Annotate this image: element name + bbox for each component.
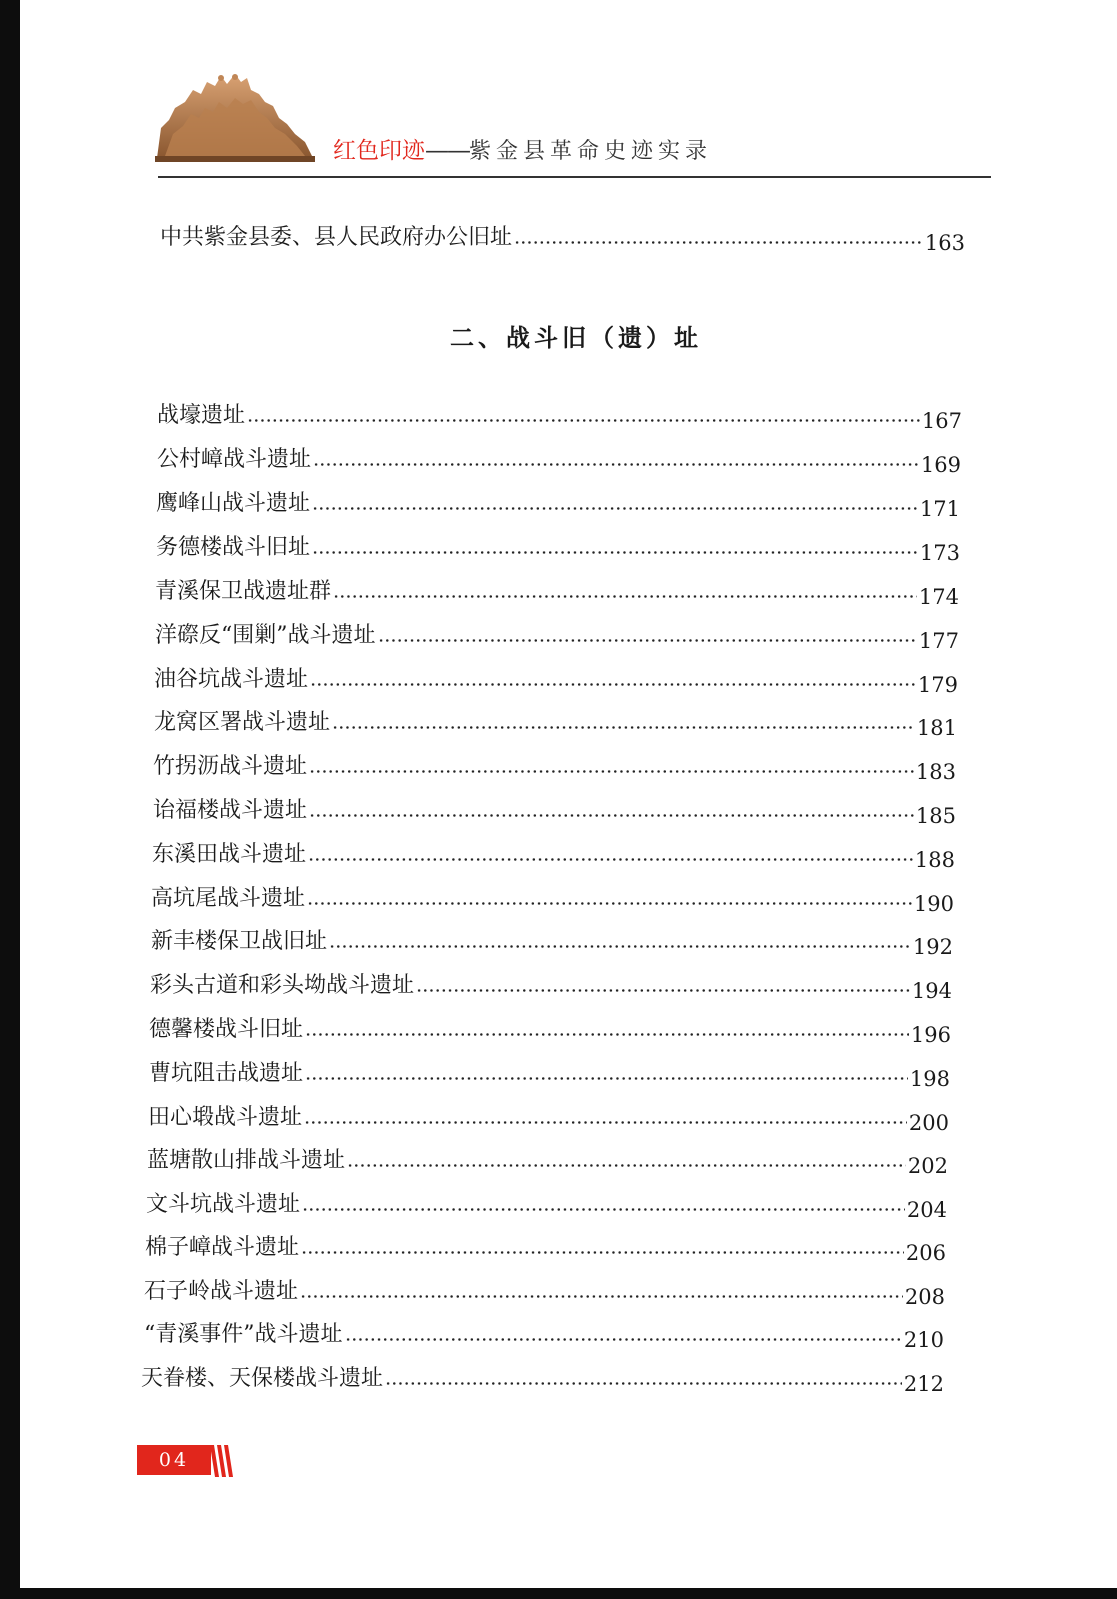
toc-entry-page: 194	[911, 979, 952, 1003]
toc-entry-title: 天眷楼、天保楼战斗遗址	[141, 1366, 384, 1391]
toc-leader-dots	[332, 726, 915, 729]
toc-entry-title: 公村嶂战斗遗址	[157, 447, 312, 472]
toc-entry-page: 174	[918, 585, 959, 609]
toc-entry	[156, 488, 960, 520]
toc-entry	[141, 1363, 944, 1395]
toc-leader-dots	[302, 1208, 905, 1211]
toc-entry-title: 青溪保卫战遗址群	[155, 579, 332, 604]
toc-leader-dots	[304, 1121, 907, 1124]
toc-entry	[154, 664, 958, 696]
toc-leader-dots	[310, 683, 916, 686]
stripes-icon	[210, 1445, 234, 1477]
header-divider	[158, 176, 991, 178]
toc-entry-title: 油谷坑战斗遗址	[154, 667, 309, 692]
toc-leader-dots	[247, 419, 920, 422]
toc-entry-title: 德馨楼战斗旧址	[149, 1017, 304, 1042]
toc-leader-dots	[307, 902, 912, 905]
toc-entry-page: 198	[909, 1067, 950, 1091]
toc-entry	[154, 707, 957, 739]
toc-leader-dots	[329, 945, 911, 948]
toc-entry-title: 彩头古道和彩头坳战斗遗址	[150, 973, 415, 998]
toc-entry	[151, 926, 953, 958]
toc-entry	[144, 1319, 944, 1351]
toc-leader-dots	[312, 507, 918, 510]
toc-entry	[160, 222, 965, 254]
toc-entry-page: 208	[904, 1285, 945, 1309]
toc-leader-dots	[385, 1382, 902, 1385]
toc-leader-dots	[312, 551, 918, 554]
toc-entry-title: 曹坑阻击战遗址	[149, 1061, 304, 1086]
toc-entry	[153, 795, 956, 827]
toc-entry	[148, 1102, 949, 1134]
toc-entry-page: 179	[917, 673, 958, 697]
scan-edge-left	[0, 0, 20, 1599]
running-header	[333, 135, 712, 167]
toc-entry-page: 204	[906, 1198, 947, 1222]
toc-entry-page: 200	[908, 1111, 949, 1135]
revolutionary-statue-icon	[155, 68, 315, 164]
toc-entry-page: 177	[918, 629, 959, 653]
toc-leader-dots	[305, 1033, 909, 1036]
page-number-badge: 04	[137, 1445, 211, 1475]
toc-entry-page: 192	[912, 935, 953, 959]
toc-entry-title: 竹拐沥战斗遗址	[153, 754, 308, 779]
toc-entry-page: 185	[915, 804, 956, 828]
toc-entry-page: 183	[915, 760, 956, 784]
toc-entry-page: 210	[903, 1328, 944, 1352]
toc-entry-title: 高坑尾战斗遗址	[151, 886, 306, 911]
toc-entry-page: 196	[910, 1023, 951, 1047]
section-heading: 二、战斗旧（遗）址	[450, 324, 702, 352]
toc-entry-title: 诒福楼战斗遗址	[153, 798, 308, 823]
toc-entry-page: 212	[903, 1372, 944, 1396]
toc-leader-dots	[313, 463, 919, 466]
toc-leader-dots	[301, 1251, 904, 1254]
toc-leader-dots	[300, 1295, 903, 1298]
toc-entry	[150, 970, 952, 1002]
toc-entry	[152, 839, 955, 871]
toc-leader-dots	[309, 770, 914, 773]
scan-edge-bottom	[0, 1588, 1117, 1599]
header-dash: ——	[425, 136, 469, 164]
toc-entry-title: 鹰峰山战斗遗址	[156, 491, 311, 516]
toc-entry-page: 181	[916, 716, 957, 740]
toc-entry	[145, 1232, 946, 1264]
toc-entry	[144, 1276, 945, 1308]
toc-leader-dots	[514, 241, 923, 244]
toc-entry	[153, 751, 956, 783]
toc-entry	[147, 1145, 948, 1177]
toc-leader-dots	[308, 858, 913, 861]
toc-entry-title: 中共紫金县委、县人民政府办公旧址	[160, 225, 513, 250]
toc-leader-dots	[333, 595, 917, 598]
toc-entry-page: 173	[919, 541, 960, 565]
toc-entry-title: 田心塅战斗遗址	[148, 1105, 303, 1130]
toc-entry-title: 文斗坑战斗遗址	[146, 1192, 301, 1217]
toc-entry-page: 167	[921, 409, 962, 433]
toc-entry-title: “青溪事件”战斗遗址	[144, 1322, 343, 1347]
toc-entry	[155, 620, 959, 652]
toc-entry	[151, 883, 954, 915]
toc-entry-page: 190	[913, 892, 954, 916]
toc-entry-title: 东溪田战斗遗址	[152, 842, 307, 867]
toc-entry	[155, 576, 959, 608]
toc-entry-title: 新丰楼保卫战旧址	[151, 929, 328, 954]
toc-entry-title: 石子岭战斗遗址	[144, 1279, 299, 1304]
toc-entry	[157, 444, 961, 476]
header-brand: 红色印迹	[333, 138, 425, 164]
toc-leader-dots	[309, 814, 914, 817]
toc-leader-dots	[345, 1338, 902, 1341]
toc-entry	[146, 1189, 947, 1221]
toc-leader-dots	[416, 989, 910, 992]
toc-entry-page: 206	[905, 1241, 946, 1265]
toc-entry-title: 蓝塘散山排战斗遗址	[147, 1148, 346, 1173]
toc-entry-page: 202	[907, 1154, 948, 1178]
toc-leader-dots	[305, 1077, 908, 1080]
toc-entry-title: 务德楼战斗旧址	[156, 535, 311, 560]
toc-entry-page: 188	[914, 848, 955, 872]
toc-entry-title: 龙窝区署战斗遗址	[154, 710, 331, 735]
header-subtitle: 紫金县革命史迹实录	[469, 139, 713, 164]
toc-entry-page: 171	[919, 497, 960, 521]
toc-entry-page: 169	[920, 453, 961, 477]
toc-entry-title: 战壕遗址	[157, 403, 246, 428]
toc-entry	[157, 400, 962, 432]
toc-entry-title: 棉子嶂战斗遗址	[145, 1235, 300, 1260]
toc-entry-page: 163	[924, 231, 965, 255]
toc-leader-dots	[347, 1164, 906, 1167]
toc-entry	[149, 1058, 950, 1090]
toc-leader-dots	[378, 639, 917, 642]
toc-entry	[149, 1014, 951, 1046]
toc-entry-title: 洋磜反“围剿”战斗遗址	[155, 623, 376, 648]
toc-entry	[156, 532, 960, 564]
